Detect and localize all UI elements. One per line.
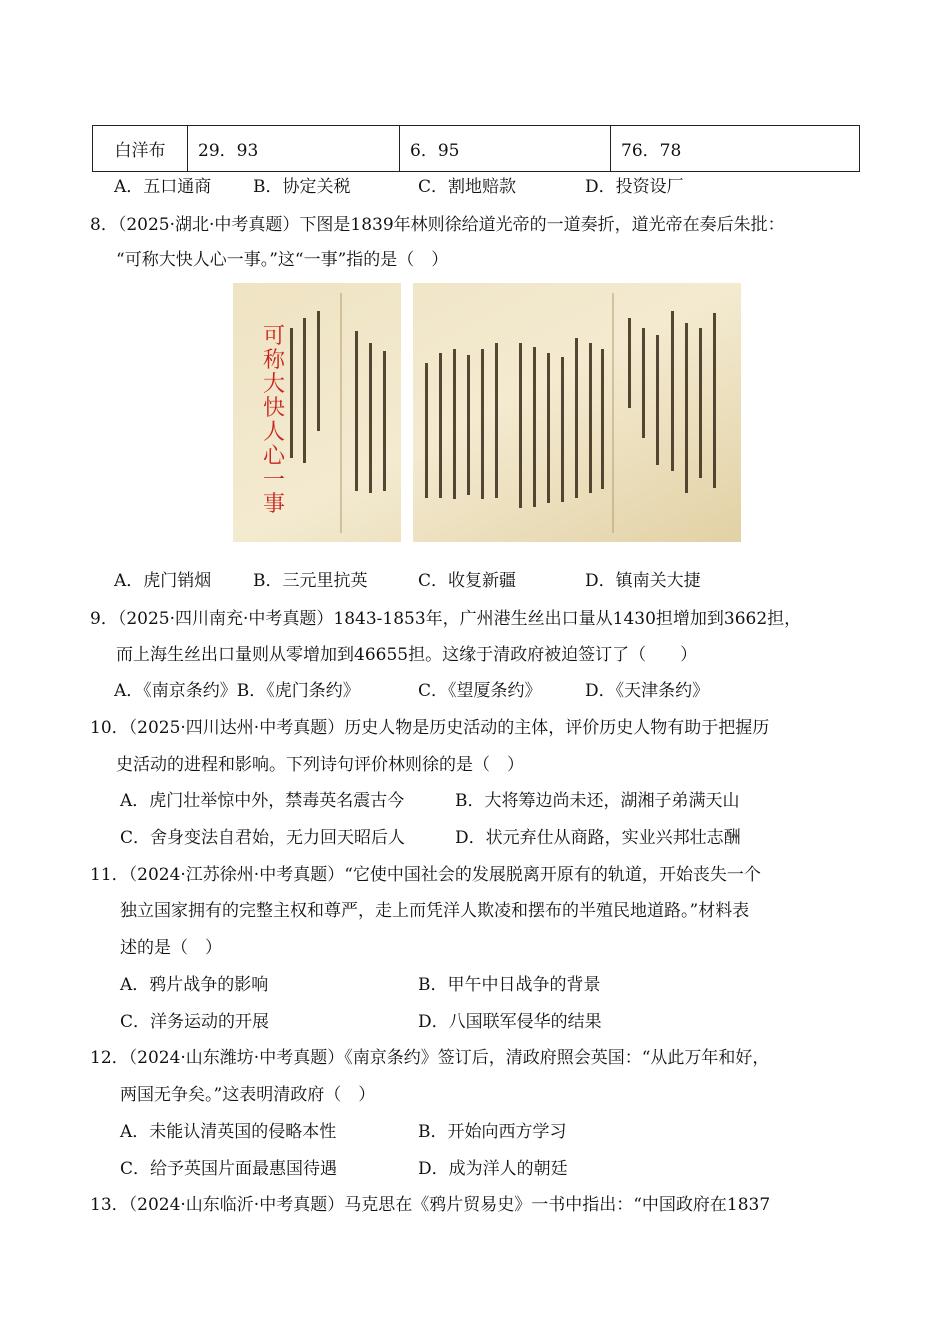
- q10-option-c: C．舍身变法自君始，无力回天昭后人: [120, 828, 406, 848]
- q8-option-a: A．虎门销烟: [114, 571, 212, 591]
- q10-stem-line2: 史活动的进程和影响。下列诗句评价林则徐的是（ ）: [116, 755, 524, 775]
- q9-stem-line1: 9．（2025·四川南充·中考真题）1843-1853年，广州港生丝出口量从1430担增加到3662担，: [90, 609, 802, 629]
- q10-option-d: D．状元弃仕从商路，实业兴邦壮志酬: [455, 828, 741, 848]
- q12-option-a: A．未能认清英国的侵略本性: [120, 1122, 337, 1142]
- table-cell: 白洋布: [93, 126, 188, 172]
- q7-option-c: C．割地赔款: [418, 177, 517, 197]
- q12-option-d: D．成为洋人的朝廷: [418, 1159, 568, 1179]
- vermilion-annotation: 可称大快人心一事: [263, 324, 286, 517]
- q7-option-b: B．协定关税: [253, 177, 351, 197]
- memorial-scroll-illustration: [233, 283, 741, 542]
- table-row: [93, 126, 860, 172]
- q8-option-b: B．三元里抗英: [253, 571, 368, 591]
- q13-stem-line1: 13．（2024·山东临沂·中考真题）马克思在《鸦片贸易史》一书中指出：“中国政府在1837: [90, 1195, 771, 1215]
- q12-option-c: C．给予英国片面最惠国待遇: [120, 1159, 338, 1179]
- q10-stem-line1: 10．（2025·四川达州·中考真题）历史人物是历史活动的主体，评价历史人物有助于把握历: [90, 718, 770, 738]
- q12-stem-line2: 两国无争矣。”这表明清政府（ ）: [120, 1085, 376, 1105]
- q10-option-a: A．虎门壮举惊中外，禁毒英名震古今: [120, 791, 405, 811]
- table-cell: 6．95: [400, 126, 611, 172]
- q8-stem-line2: “可称大快人心一事。”这“一事”指的是（ ）: [116, 250, 449, 270]
- q11-stem-line3: 述的是（ ）: [120, 938, 222, 958]
- q9-option-c: C．《望厦条约》: [418, 681, 542, 701]
- q11-option-a: A．鸦片战争的影响: [120, 975, 269, 995]
- q11-stem-line1: 11．（2024·江苏徐州·中考真题）“它使中国社会的发展脱离开原有的轨道，开始丧失一个: [90, 865, 761, 885]
- q10-option-b: B．大将筹边尚未还，湖湘子弟满天山: [455, 791, 740, 811]
- q8-option-c: C．收复新疆: [418, 571, 517, 591]
- export-table: [92, 125, 860, 172]
- table-cell: 29．93: [188, 126, 400, 172]
- q8-option-d: D．镇南关大捷: [585, 571, 701, 591]
- memorial-document-image: [233, 283, 741, 542]
- q12-stem-line1: 12．（2024·山东潍坊·中考真题）《南京条约》签订后，清政府照会英国：“从此万年和好，: [90, 1048, 770, 1068]
- q9-option-d: D．《天津条约》: [585, 681, 710, 701]
- q9-stem-line2: 而上海生丝出口量则从零增加到46655担。这缘于清政府被迫签订了（ ）: [116, 645, 698, 665]
- q7-option-a: A．五口通商: [114, 177, 212, 197]
- q12-option-b: B．开始向西方学习: [418, 1122, 567, 1142]
- q11-stem-line2: 独立国家拥有的完整主权和尊严，走上而凭洋人欺凌和摆布的半殖民地道路。”材料表: [120, 901, 750, 921]
- table-cell: 76．78: [611, 126, 860, 172]
- q11-option-b: B．甲午中日战争的背景: [418, 975, 601, 995]
- q11-option-d: D．八国联军侵华的结果: [418, 1012, 602, 1032]
- q7-option-d: D．投资设厂: [585, 177, 684, 197]
- q9-option-ab: A．《南京条约》B．《虎门条约》: [114, 681, 360, 701]
- q11-option-c: C．洋务运动的开展: [120, 1012, 270, 1032]
- q8-stem-line1: 8．（2025·湖北·中考真题）下图是1839年林则徐给道光帝的一道奏折，道光帝在奏后朱批：: [90, 215, 785, 235]
